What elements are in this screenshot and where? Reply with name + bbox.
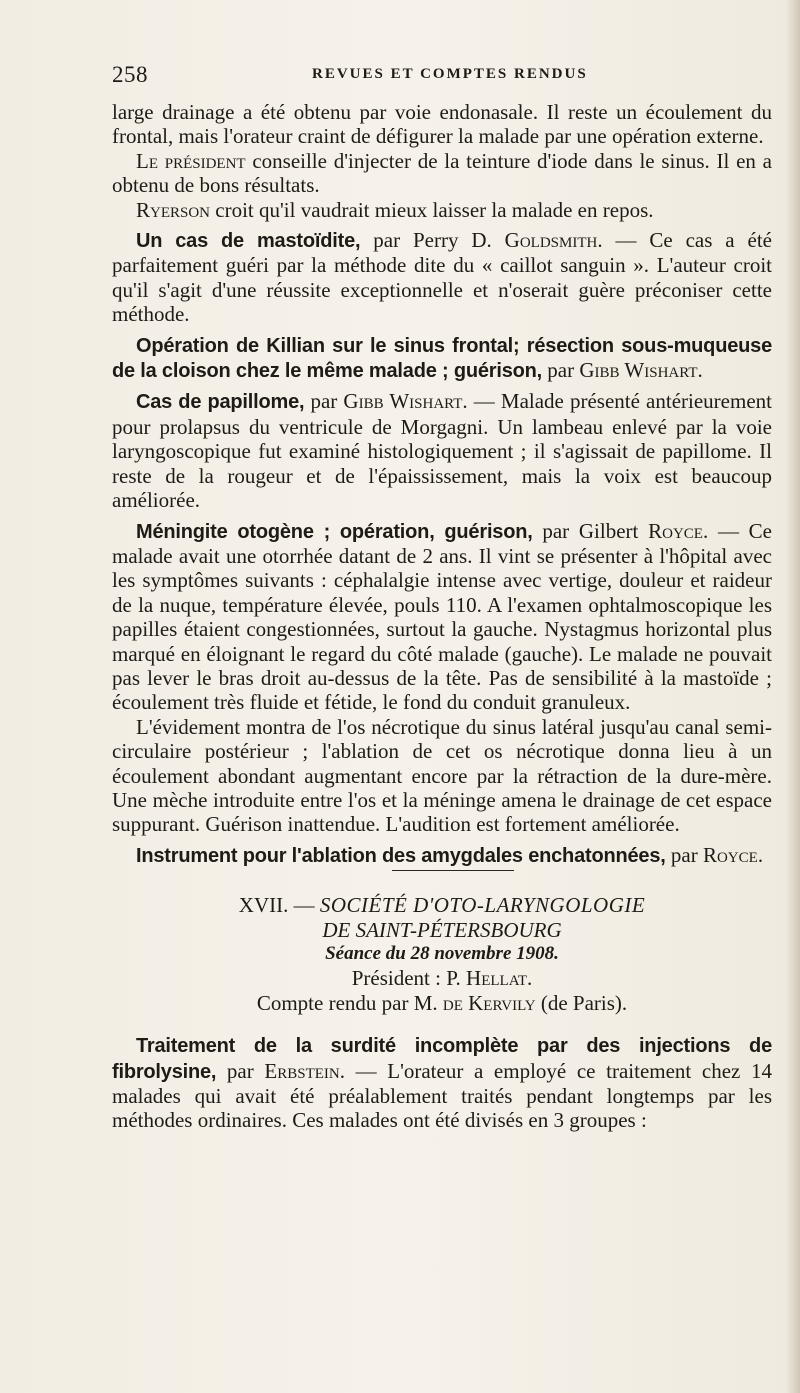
paragraph-evidement: L'évidement montra de l'os nécrotique du sinus latéral jusqu'au canal semi-circulaire postérieur ; l'ablation de cet os nécrotique donna lieu à un écoulement abondant augmentant encore par la rétraction de la dure-mère. Une mèche introduite entre l'os et la méninge amena le drainage de cet espace suppurant. Guérison inattendue. L'audition est fortement améliorée. <box>112 714 772 837</box>
president-end: . <box>527 966 533 991</box>
entry-text: . — Ce cas a été parfaitement guéri par la méthode dite du « caillot sanguin ». L'auteur croit qu'il s'agit d'une réussite exceptionnelle et n'oserait guère préconiser cette méthode. <box>112 228 772 327</box>
section-society: SOCIÉTÉ D'OTO-LARYNGOLOGIE <box>319 893 646 918</box>
page-number: 258 <box>112 62 148 87</box>
page-header <box>112 62 772 86</box>
separator-rule <box>392 870 514 871</box>
entry-end: . <box>757 842 764 867</box>
section-title <box>112 893 772 917</box>
entry-title: Cas de papillome, <box>136 391 305 414</box>
entry-title: Opération de Killian sur le sinus frontal; résection sous-muqueuse de la cloison chez le même malade ; guérison, <box>112 334 772 383</box>
page-body <box>112 100 772 1133</box>
entry-killian <box>112 333 772 384</box>
entry-end: . <box>697 358 703 383</box>
entry-title: Un cas de mastoïdite, <box>136 230 361 253</box>
reporter-name: de Kervily <box>442 990 536 1015</box>
page-edge-shadow <box>786 0 800 1393</box>
report-label: Compte rendu par M. <box>256 990 443 1015</box>
president-line <box>112 966 772 990</box>
running-head: REVUES ET COMPTES RENDUS <box>312 66 588 82</box>
author-name: Gibb Wishart <box>343 389 463 414</box>
paragraph-ryerson <box>112 198 772 222</box>
author-name: Royce <box>702 842 758 867</box>
entry-by: par Gilbert <box>532 518 649 543</box>
paragraph-president <box>112 149 772 198</box>
entry-text: . — L'orateur a employé ce traitement chez 14 malades qui avait été préalablement traités pendant longtemps par les méthodes ordinaires. Ces malades ont été divisés en 3 groupes : <box>112 1058 772 1133</box>
entry-by: par <box>216 1058 265 1083</box>
entry-by: par Perry D. <box>360 228 505 253</box>
report-end: (de Paris). <box>535 990 628 1015</box>
entry-text: . — Ce malade avait une otorrhée datant de 2 ans. Il vint se présenter à l'hôpital avec les symptômes suivants : céphalalgie intense avec vertige, douleur et raideur de la nuque, température élevée, pouls 110. A l'examen ophtalmoscopique les papilles étaient congestionnées, surtout la gauche. Nystagmus horizontal plus marqué en éloignant le regard du côté malade (gauche). Le malade ne pouvait pas lever le bras droit au-dessus de la tête. Pas de sensibilité à la mastoïde ; écoulement très fluide et fétide, le fond du conduit granuleux. <box>112 518 772 715</box>
section-heading <box>112 893 772 1015</box>
entry-title: Méningite otogène ; opération, guérison, <box>136 520 533 543</box>
report-line <box>112 991 772 1015</box>
president-name: Hellat <box>466 966 528 991</box>
author-name: Goldsmith <box>504 228 598 253</box>
section-subtitle: DE SAINT-PÉTERSBOURG <box>322 917 562 942</box>
president-label: Président : P. <box>351 966 467 991</box>
entry-by: par <box>542 358 580 383</box>
entry-surdite <box>112 1033 772 1133</box>
author-name: Gibb Wishart <box>579 358 698 383</box>
author-name: Erbstein <box>264 1058 340 1083</box>
entry-by: par <box>304 389 344 414</box>
paragraph-text: conseille d'injecter de la teinture d'iode dans le sinus. Il en a obtenu de bons résultats. <box>112 148 773 198</box>
entry-text: . — Malade présenté antérieurement pour prolapsus du ventricule de Morgagni. Un lambeau enlevé par la voie laryngoscopique fut examiné histologiquement ; il s'agissait de papillome. Il reste de la rougeur et de l'épaississement, mais la voix est beaucoup améliorée. <box>112 389 772 513</box>
entry-instrument <box>112 843 772 868</box>
author-name: Royce <box>648 518 703 543</box>
entry-title: Traitement de la surdité incomplète par des injections de fibrolysine, <box>112 1035 772 1083</box>
entry-meningite <box>112 519 772 715</box>
paragraph-text: croit qu'il vaudrait mieux laisser la malade en repos. <box>210 197 654 222</box>
entry-by: par <box>665 842 703 867</box>
entry-papillome <box>112 389 772 512</box>
entry-title: Instrument pour l'ablation des amygdales enchatonnées, <box>136 844 666 867</box>
seance-date: Séance du 28 novembre 1908. <box>325 943 559 964</box>
section-number: XVII. — <box>238 893 320 918</box>
speaker-name: Ryerson <box>136 197 211 222</box>
paragraph-continuation: large drainage a été obtenu par voie endonasale. Il reste un écoulement du frontal, mais l'orateur craint de défigurer la malade par une opération externe. <box>112 100 772 149</box>
speaker-name: Le président <box>136 148 246 173</box>
entry-mastoidite <box>112 228 772 327</box>
